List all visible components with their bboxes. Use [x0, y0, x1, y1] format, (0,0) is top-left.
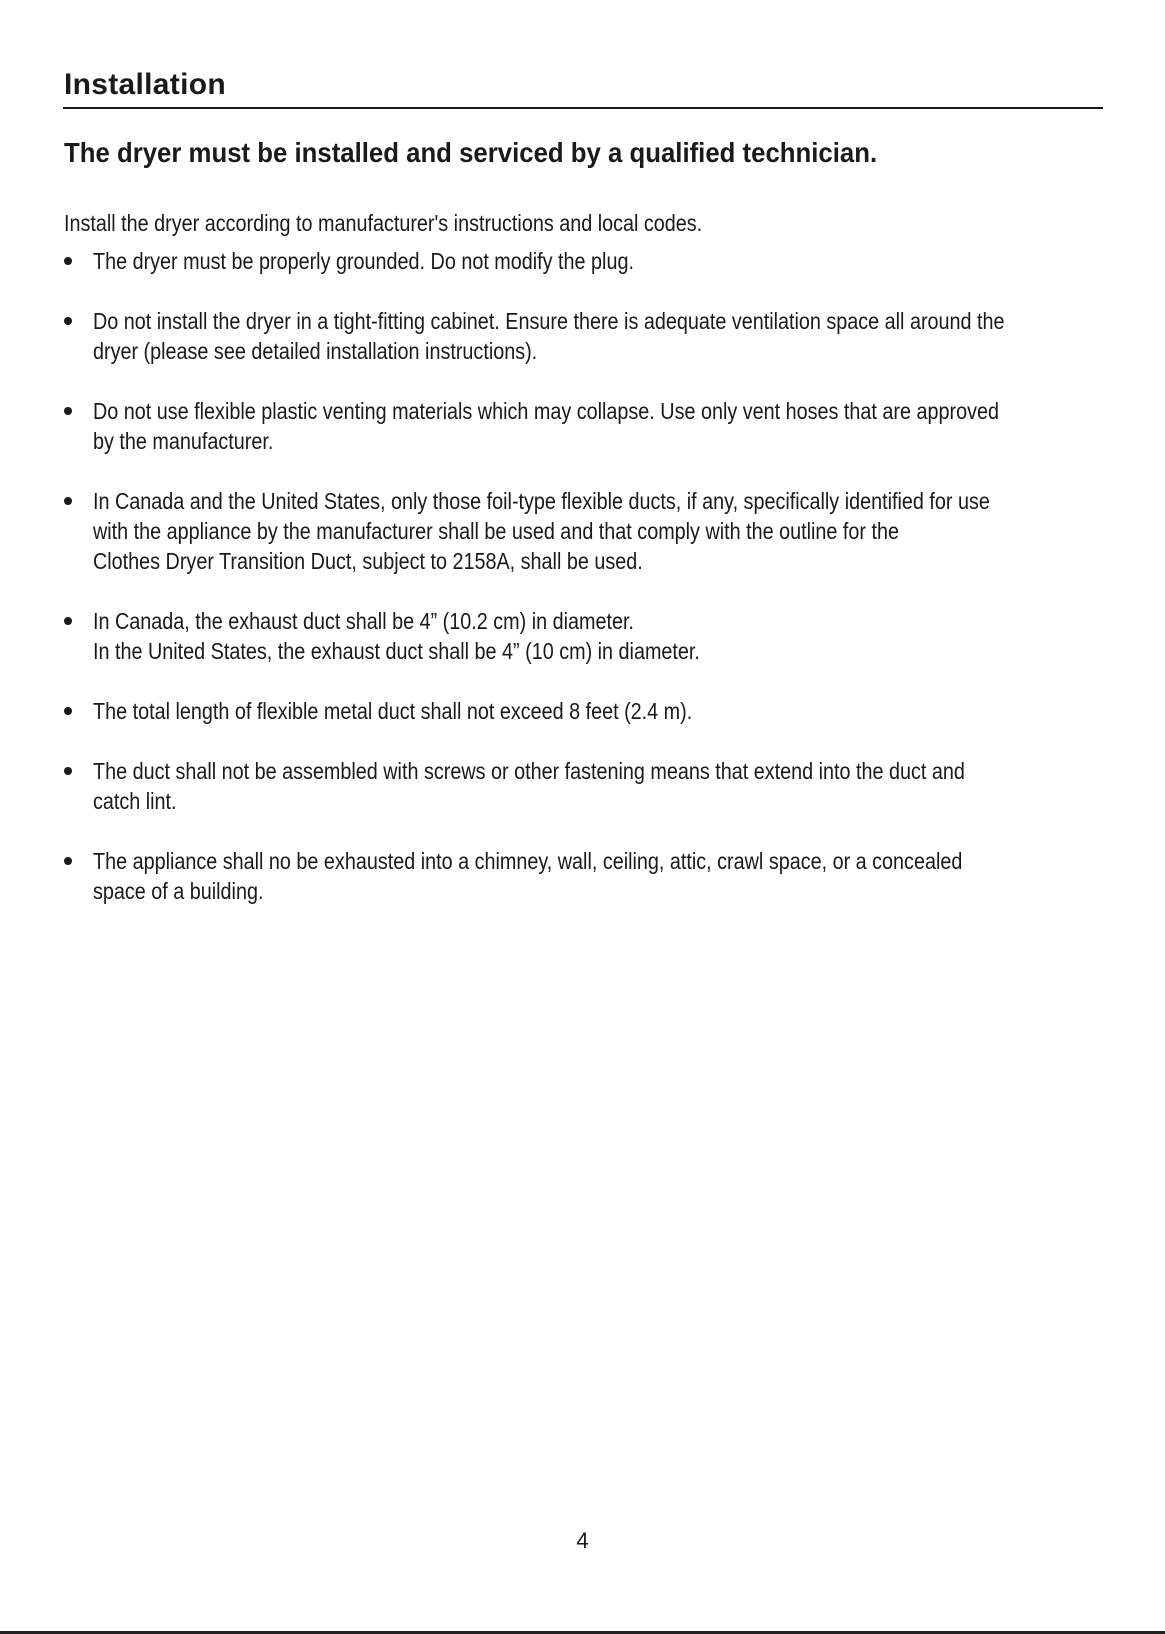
- bullet-icon: [64, 857, 72, 865]
- list-item: [64, 696, 1104, 726]
- list-item: [64, 306, 1104, 366]
- title-underline: [63, 107, 1103, 109]
- list-item-line: by the manufacturer.: [93, 428, 274, 454]
- list-item-text: [93, 486, 1104, 576]
- list-item-text: [93, 606, 1104, 666]
- list-item: [64, 606, 1104, 666]
- list-item-line: The appliance shall no be exhausted into a chimney, wall, ceiling, attic, crawl space, or a concealed: [93, 848, 963, 874]
- list-item-line: space of a building.: [93, 878, 264, 904]
- list-item-text: [93, 846, 1104, 906]
- list-item-line: dryer (please see detailed installation instructions).: [93, 338, 538, 364]
- installation-requirements-list: [64, 246, 1104, 936]
- list-item-line: Clothes Dryer Transition Duct, subject to 2158A, shall be used.: [93, 548, 643, 574]
- list-item-line: Do not install the dryer in a tight-fitting cabinet. Ensure there is adequate ventilation space all around the: [93, 308, 1005, 334]
- list-item: [64, 486, 1104, 576]
- list-item: [64, 246, 1104, 276]
- list-item-text: [93, 246, 1104, 276]
- bullet-icon: [64, 497, 72, 505]
- warning-heading: The dryer must be installed and serviced by a qualified technician.: [64, 137, 878, 168]
- list-item-line: catch lint.: [93, 788, 177, 814]
- list-item: [64, 396, 1104, 456]
- list-item-line: The dryer must be properly grounded. Do not modify the plug.: [93, 248, 634, 274]
- list-item-text: [93, 306, 1104, 366]
- bullet-icon: [64, 617, 72, 625]
- list-item-text: [93, 756, 1104, 816]
- list-item: [64, 756, 1104, 816]
- list-item: [64, 846, 1104, 906]
- list-item-text: [93, 696, 1104, 726]
- page-number: 4: [576, 1528, 589, 1553]
- bullet-icon: [64, 707, 72, 715]
- list-item-line: with the appliance by the manufacturer shall be used and that comply with the outline for the: [93, 518, 899, 544]
- intro-paragraph: Install the dryer according to manufacturer's instructions and local codes.: [64, 210, 703, 236]
- bullet-icon: [64, 767, 72, 775]
- bullet-icon: [64, 257, 72, 265]
- bullet-icon: [64, 407, 72, 415]
- bullet-icon: [64, 317, 72, 325]
- list-item-line: In Canada and the United States, only those foil-type flexible ducts, if any, specifically identified for use: [93, 488, 990, 514]
- list-item-line: In Canada, the exhaust duct shall be 4” (10.2 cm) in diameter.: [93, 608, 634, 634]
- list-item-text: [93, 396, 1104, 456]
- list-item-line: The total length of flexible metal duct shall not exceed 8 feet (2.4 m).: [93, 698, 693, 724]
- list-item-line: In the United States, the exhaust duct shall be 4” (10 cm) in diameter.: [93, 638, 700, 664]
- list-item-line: Do not use flexible plastic venting materials which may collapse. Use only vent hoses that are approved: [93, 398, 999, 424]
- section-title: Installation: [64, 68, 226, 101]
- list-item-line: The duct shall not be assembled with screws or other fastening means that extend into the duct and: [93, 758, 965, 784]
